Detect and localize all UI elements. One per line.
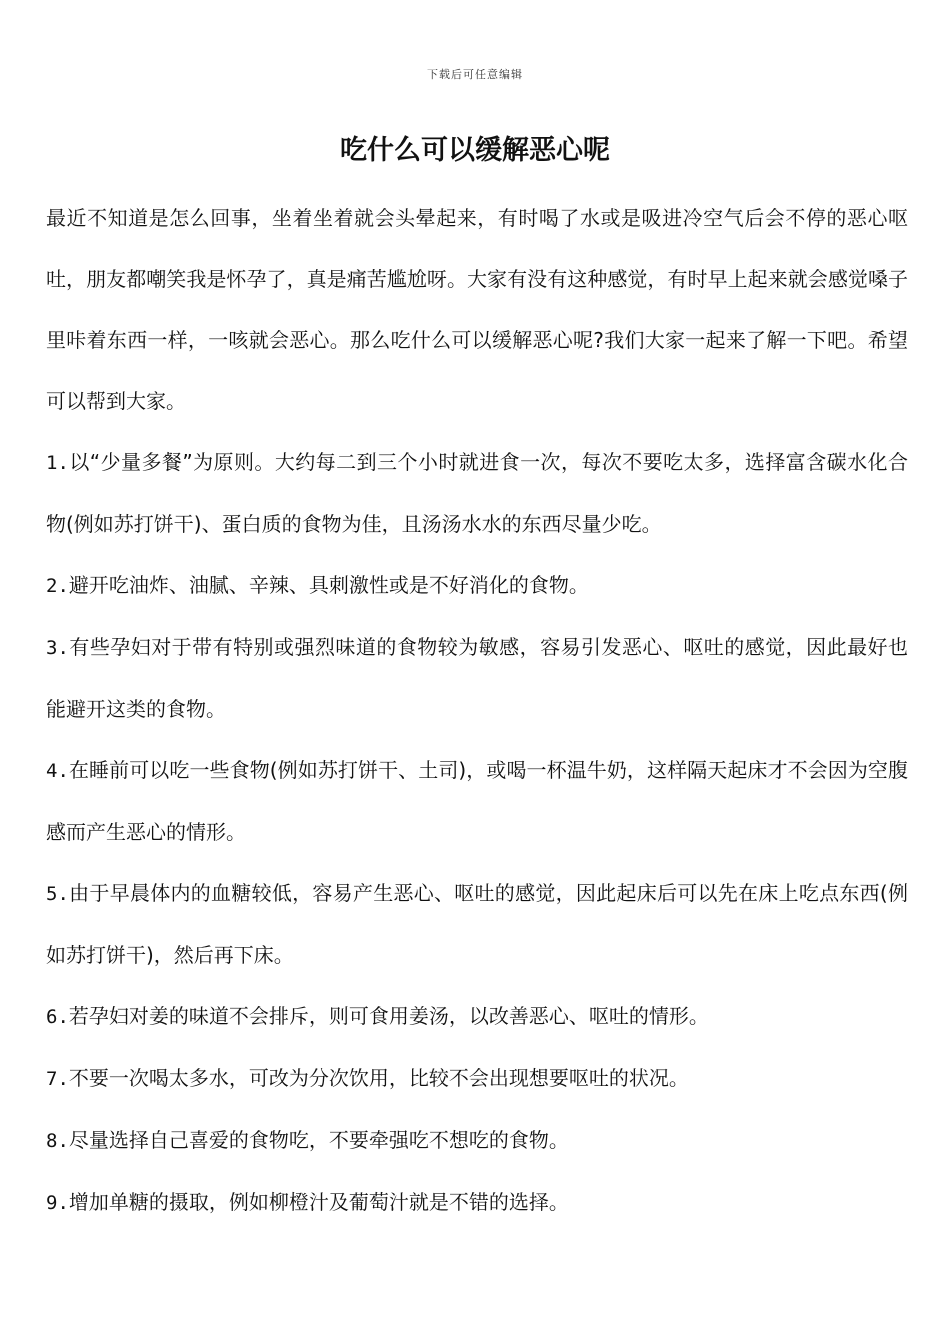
list-item	[46, 617, 908, 740]
list-item-text: 由于早晨体内的血糖较低，容易产生恶心、呕吐的感觉，因此起床后可以先在床上吃点东西(例如苏打饼干)，然后再下床。	[46, 881, 908, 967]
list-item-number: 5.	[46, 883, 69, 905]
list-item-text: 尽量选择自己喜爱的食物吃，不要牵强吃不想吃的食物。	[68, 1128, 569, 1152]
list-item-text: 在睡前可以吃一些食物(例如苏打饼干、土司)，或喝一杯温牛奶，这样隔天起床才不会因为空腹感而产生恶心的情形。	[46, 758, 908, 844]
list-item	[46, 1048, 908, 1110]
list-item	[46, 1172, 908, 1234]
list-item-number: 6.	[46, 1006, 69, 1028]
list-item	[46, 863, 908, 986]
list-item	[46, 1110, 908, 1172]
list-item-text: 避开吃油炸、油腻、辛辣、具刺激性或是不好消化的食物。	[68, 573, 589, 597]
list-item	[46, 986, 908, 1048]
list-item-text: 增加单糖的摄取，例如柳橙汁及葡萄汁就是不错的选择。	[68, 1190, 569, 1214]
list-item-number: 1.	[46, 452, 69, 474]
list-item-number: 9.	[46, 1192, 69, 1214]
list-item-text: 有些孕妇对于带有特别或强烈味道的食物较为敏感，容易引发恶心、呕吐的感觉，因此最好也能避开这类的食物。	[46, 635, 908, 721]
header-note: 下载后可任意编辑	[427, 68, 523, 81]
intro-paragraph: 最近不知道是怎么回事，坐着坐着就会头晕起来，有时喝了水或是吸进冷空气后会不停的恶心呕吐，朋友都嘲笑我是怀孕了，真是痛苦尴尬呀。大家有没有这种感觉，有时早上起来就会感觉嗓子里咔着东西一样，一咳就会恶心。那么吃什么可以缓解恶心呢?我们大家一起来了解一下吧。希望可以帮到大家。	[46, 206, 908, 413]
list-item	[46, 432, 908, 555]
list-item	[46, 555, 908, 617]
list-item-text: 不要一次喝太多水，可改为分次饮用，比较不会出现想要呕吐的状况。	[68, 1066, 689, 1090]
list-item	[46, 740, 908, 863]
document-body	[46, 188, 908, 1234]
list-item-text: 以“少量多餐”为原则。大约每二到三个小时就进食一次，每次不要吃太多，选择富含碳水化合物(例如苏打饼干)、蛋白质的食物为佳，且汤汤水水的东西尽量少吃。	[46, 450, 908, 536]
list-item-text: 若孕妇对姜的味道不会排斥，则可食用姜汤，以改善恶心、呕吐的情形。	[68, 1004, 709, 1028]
page-title: 吃什么可以缓解恶心呢	[340, 135, 610, 166]
list-item-number: 8.	[46, 1130, 69, 1152]
list-item-number: 2.	[46, 575, 69, 597]
list-item-number: 3.	[46, 637, 69, 659]
list-item-number: 7.	[46, 1068, 69, 1090]
list-item-number: 4.	[46, 760, 69, 782]
